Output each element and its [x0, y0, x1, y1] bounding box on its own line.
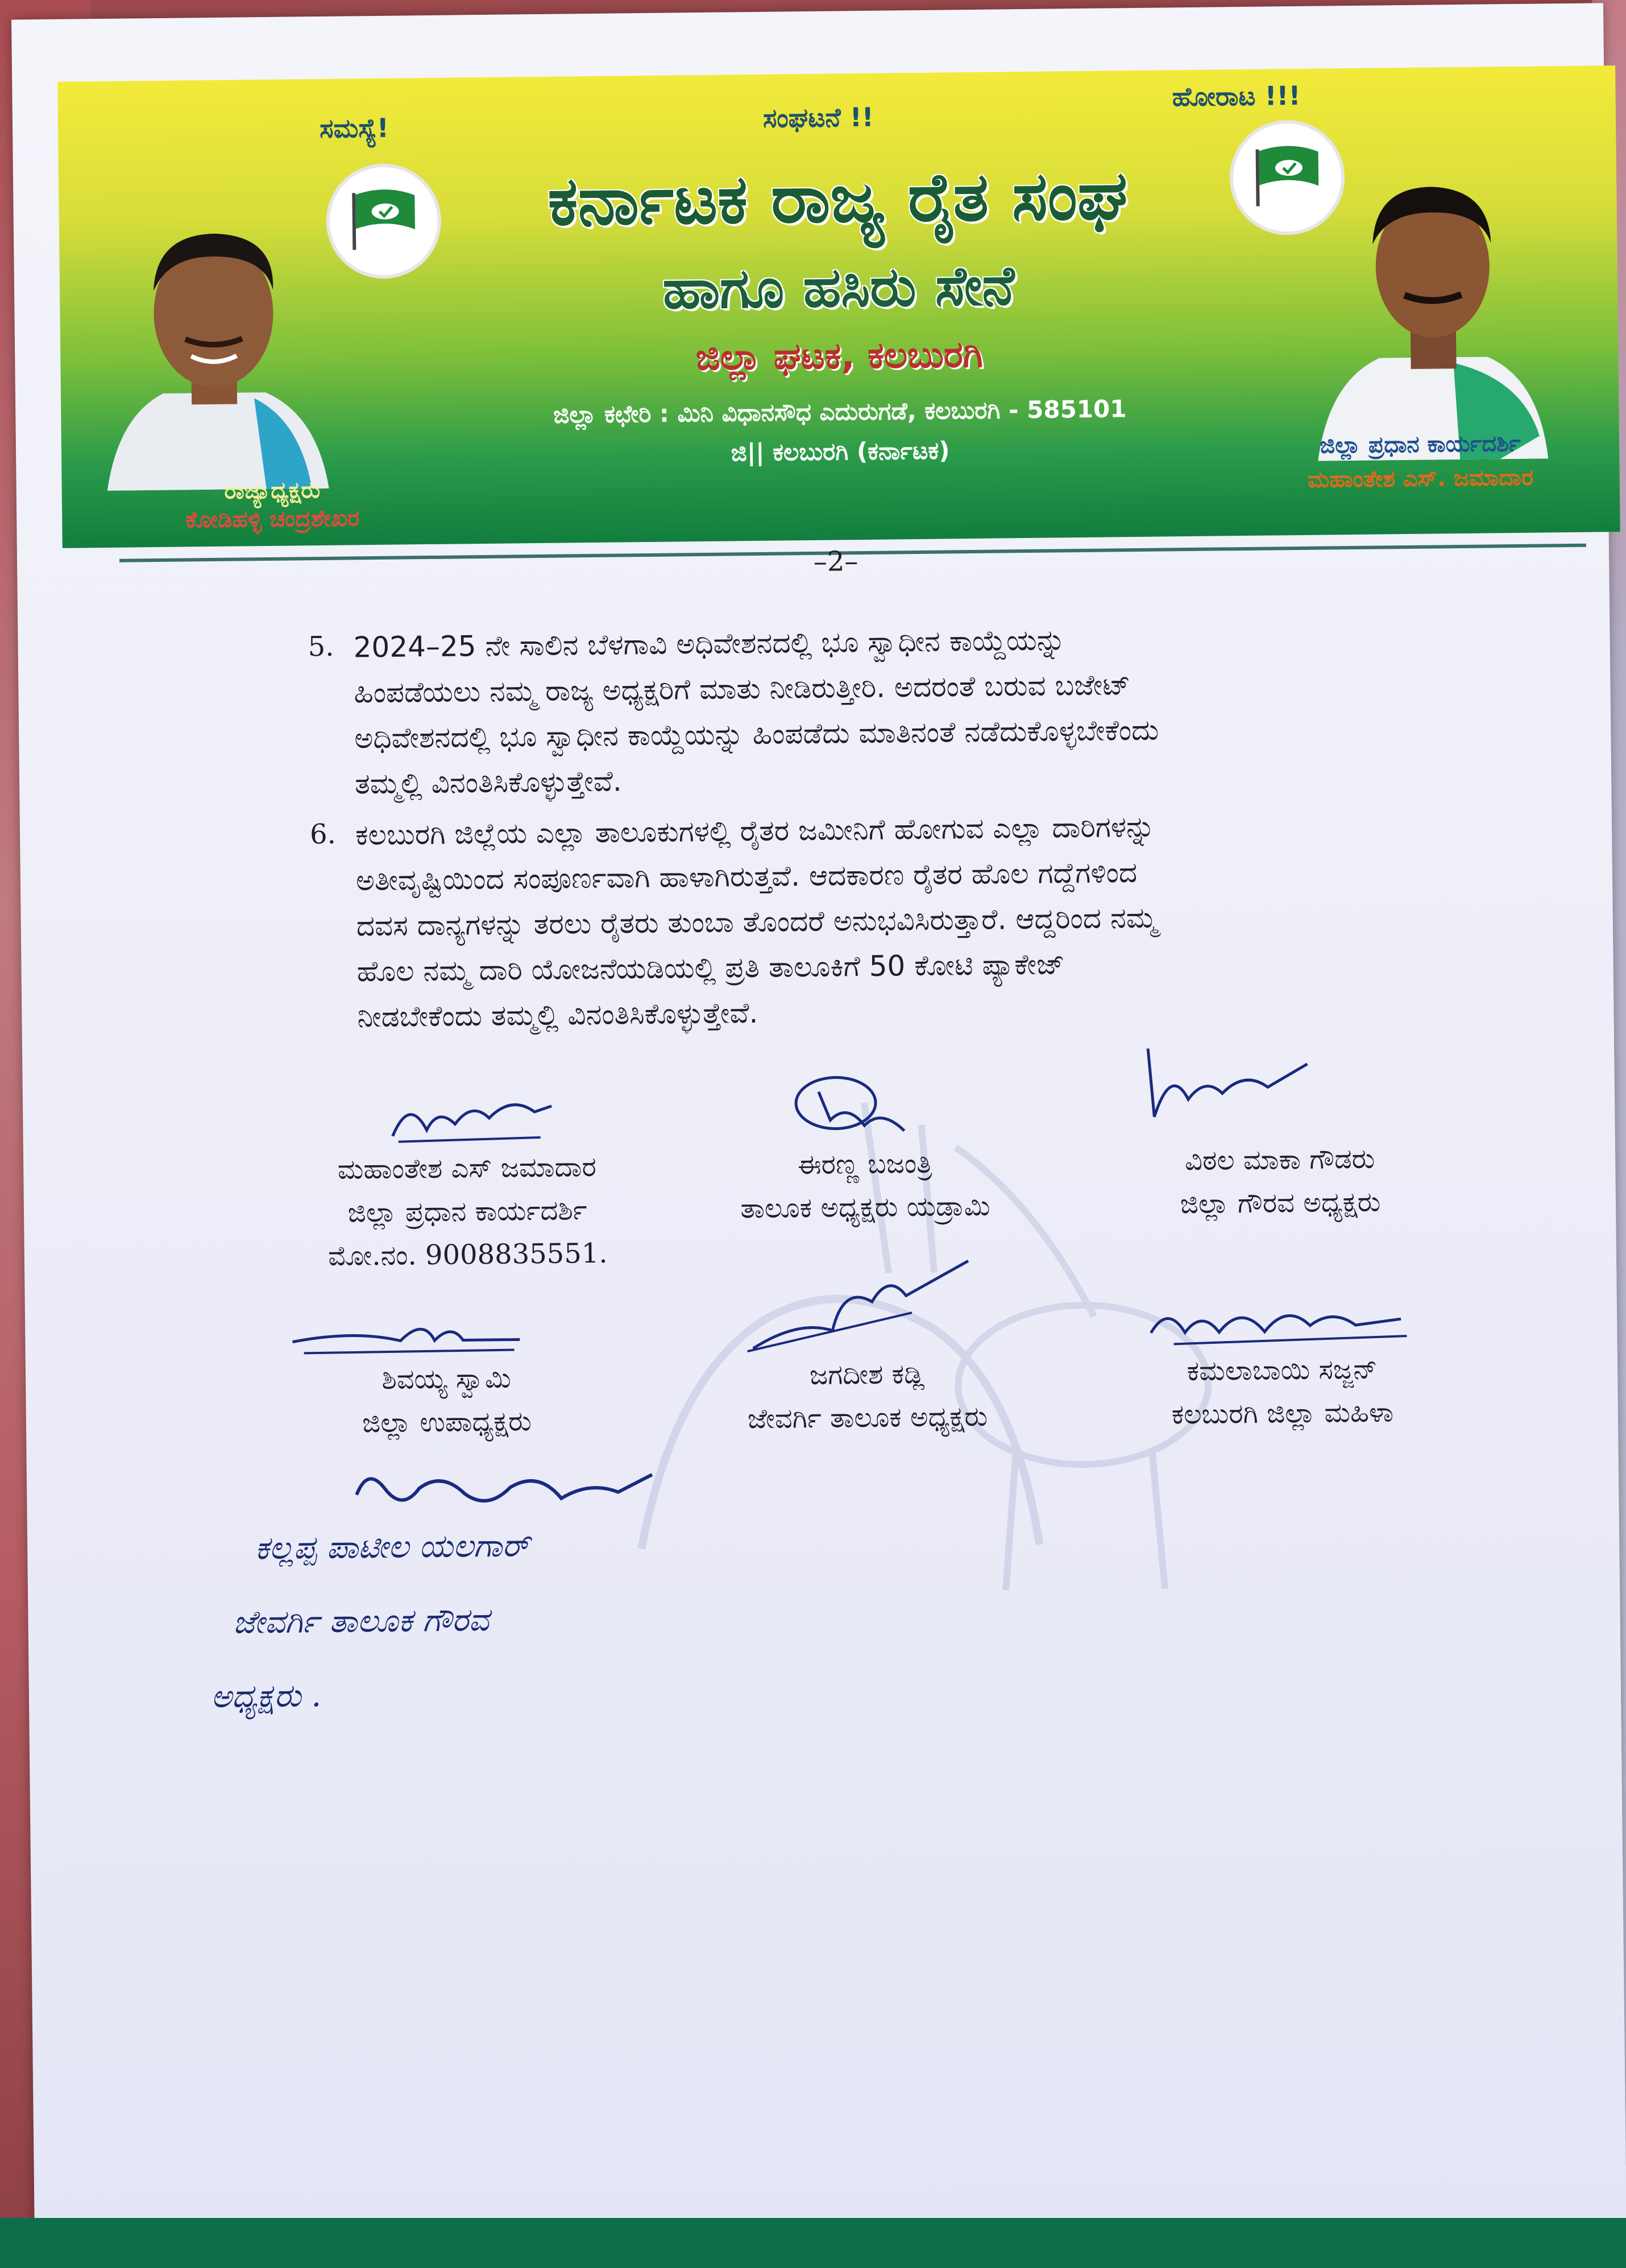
signature-1 [387, 1083, 558, 1153]
letterhead [57, 65, 1620, 548]
signature-3 [1136, 1041, 1320, 1128]
point-6-line: ದವಸ ದಾನ್ಯಗಳನ್ನು ತರಲು ರೈತರು ತುಂಬಾ ತೊಂದರೆ ಅನುಭವಿಸಿರುತ್ತಾರೆ. ಆದ್ದರಿಂದ ನಮ್ಮ [356, 901, 1158, 943]
signatory-role: ಜೇವರ್ಗಿ ತಾಲೂಕ ಅಧ್ಯಕ್ಷರು [747, 1400, 988, 1435]
signatory-phone: ಮೋ.ನಂ. 9008835551. [327, 1237, 608, 1272]
right-person-name: ಮಹಾಂತೇಶ ಎಸ್. ಜಮಾದಾರ [1307, 464, 1534, 493]
tag-right: ಹೋರಾಟ !!! [1172, 80, 1301, 113]
signatory-name: ಈರಣ್ಣ ಬಜಂತ್ರಿ [797, 1147, 932, 1181]
signatory-name: ಕಮಲಾಬಾಯಿ ಸಜ್ಜನ್ [1187, 1353, 1378, 1388]
left-person-role: ರಾಜ್ಯಾಧ್ಯಕ್ಷರು [224, 477, 321, 504]
point-5-line: ಹಿಂಪಡೆಯಲು ನಮ್ಮ ರಾಜ್ಯ ಅಧ್ಯಕ್ಷರಿಗೆ ಮಾತು ನೀಡಿರುತ್ತೀರಿ. ಅದರಂತೆ ಬರುವ ಬಜೇಟ್ [354, 668, 1131, 710]
handwritten-line: ಜೇವರ್ಗಿ ತಾಲೂಕ ಗೌರವ [233, 1601, 490, 1641]
signatory-role: ಜಿಲ್ಲಾ ಗೌರವ ಅಧ್ಯಕ್ಷರು [1180, 1186, 1381, 1220]
handwritten-line: ಕಲ್ಲಪ್ಪ ಪಾಟೀಲ ಯಲಗಾರ್ [254, 1527, 530, 1567]
signatory-1 [251, 1144, 684, 1278]
signatory-role: ಕಲಬುರಗಿ ಜಿಲ್ಲಾ ಮಹಿಳಾ [1171, 1396, 1394, 1431]
right-person-role: ಜಿಲ್ಲಾ ಪ್ರಧಾನ ಕಾರ್ಯದರ್ಶಿ [1320, 430, 1521, 459]
signatory-name: ಜಗದೀಶ ಕಡ್ಲಿ [809, 1358, 925, 1392]
left-person-name: ಕೋಡಿಹಳ್ಳಿ ಚಂದ್ರಶೇಖರ [185, 505, 360, 533]
signatory-role: ಜಿಲ್ಲಾ ಪ್ರಧಾನ ಕಾರ್ಯದರ್ಶಿ [347, 1194, 587, 1229]
signatory-name: ಮಹಾಂತೇಶ ಎಸ್ ಜಮಾದಾರ [337, 1150, 597, 1186]
point-6-line: ಅತೀವೃಷ್ಟಿಯಿಂದ ಸಂಪೂರ್ಣವಾಗಿ ಹಾಳಾಗಿರುತ್ತವೆ. ಆದಕಾರಣ ರೈತರ ಹೊಲ ಗದ್ದೆಗಳಿಂದ [355, 856, 1138, 897]
district-state: ಜಿ|| ಕಲಬುರಗಿ (ಕರ್ನಾಟಕ) [731, 436, 950, 467]
signature-5 [741, 1249, 981, 1365]
point-5-number: 5. [308, 630, 334, 663]
footer-strip [0, 2218, 1626, 2268]
page-number: –2– [813, 545, 858, 578]
organization-subtitle: ಹಾಗೂ ಹಸಿರು ಸೇನೆ [662, 254, 1015, 321]
signatory-name: ವಿಠಲ ಮಾಕಾ ಗೌಡರು [1184, 1143, 1375, 1177]
tag-center: ಸಂಘಟನೆ !! [762, 101, 874, 134]
signatory-3 [1064, 1136, 1497, 1227]
point-5-line: 2024–25 ನೇ ಸಾಲಿನ ಬೆಳಗಾವಿ ಅಧಿವೇಶನದಲ್ಲಿ ಭೂ ಸ್ವಾಧೀನ ಕಾಯ್ದೆಯನ್ನು [353, 623, 1066, 664]
point-6-line: ನೀಡಬೇಕೆಂದು ತಮ್ಮಲ್ಲಿ ವಿನಂತಿಸಿಕೊಳ್ಳುತ್ತೇವೆ. [357, 996, 758, 1034]
point-6-text [355, 801, 1455, 1040]
signatory-4 [230, 1355, 663, 1446]
signatory-5 [651, 1351, 1084, 1442]
signatory-role: ತಾಲೂಕ ಅಧ್ಯಕ್ಷರು ಯಡ್ರಾಮಿ [740, 1190, 990, 1225]
letter-page [11, 3, 1626, 2260]
signatory-role: ಜಿಲ್ಲಾ ಉಪಾಧ್ಯಕ್ಷರು [362, 1405, 532, 1439]
signature-4 [287, 1305, 526, 1364]
tag-left: ಸಮಸ್ಯೆ! [319, 112, 389, 144]
point-6-line: ಕಲಬುರಗಿ ಜಿಲ್ಲೆಯ ಎಲ್ಲಾ ತಾಲೂಕುಗಳಲ್ಲಿ ರೈತರ ಜಮೀನಿಗೆ ಹೋಗುವ ಎಲ್ಲಾ ದಾರಿಗಳನ್ನು [355, 810, 1155, 852]
handwritten-line: ಅಧ್ಯಕ್ಷರು . [210, 1677, 322, 1716]
point-5-line: ಅಧಿವೇಶನದಲ್ಲಿ ಭೂ ಸ್ವಾಧೀನ ಕಾಯ್ದೆಯನ್ನು ಹಿಂಪಡೆದು ಮಾತಿನಂತೆ ನಡೆದುಕೊಳ್ಳಬೇಕೆಂದು [354, 713, 1159, 755]
signatory-6 [1066, 1346, 1499, 1437]
signatory-name: ಶಿವಯ್ಯ ಸ್ವಾಮಿ [381, 1362, 512, 1396]
district-unit: ಜಿಲ್ಲಾ ಘಟಕ, ಕಲಬುರಗಿ [695, 333, 984, 379]
point-6-line: ಹೊಲ ನಮ್ಮ ದಾರಿ ಯೋಜನೆಯಡಿಯಲ್ಲಿ ಪ್ರತಿ ತಾಲೂಕಿಗೆ 50 ಕೋಟಿ ಪ್ಯಾಕೇಜ್ [356, 947, 1065, 988]
point-5-line: ತಮ್ಮಲ್ಲಿ ವಿನಂತಿಸಿಕೊಳ್ಳುತ್ತೇವೆ. [354, 764, 623, 801]
signatory-2 [649, 1140, 1082, 1231]
signature-7 [345, 1458, 664, 1529]
organization-title: ಕರ್ನಾಟಕ ರಾಜ್ಯ ರೈತ ಸಂಘ [547, 156, 1129, 241]
point-6-number: 6. [309, 818, 337, 851]
office-address: ಜಿಲ್ಲಾ ಕಛೇರಿ : ಮಿನಿ ವಿಧಾನಸೌಧ ಎದುರುಗಡೆ, ಕಲಬುರಗಿ - 585101 [553, 395, 1127, 429]
point-5-text [353, 613, 1452, 806]
